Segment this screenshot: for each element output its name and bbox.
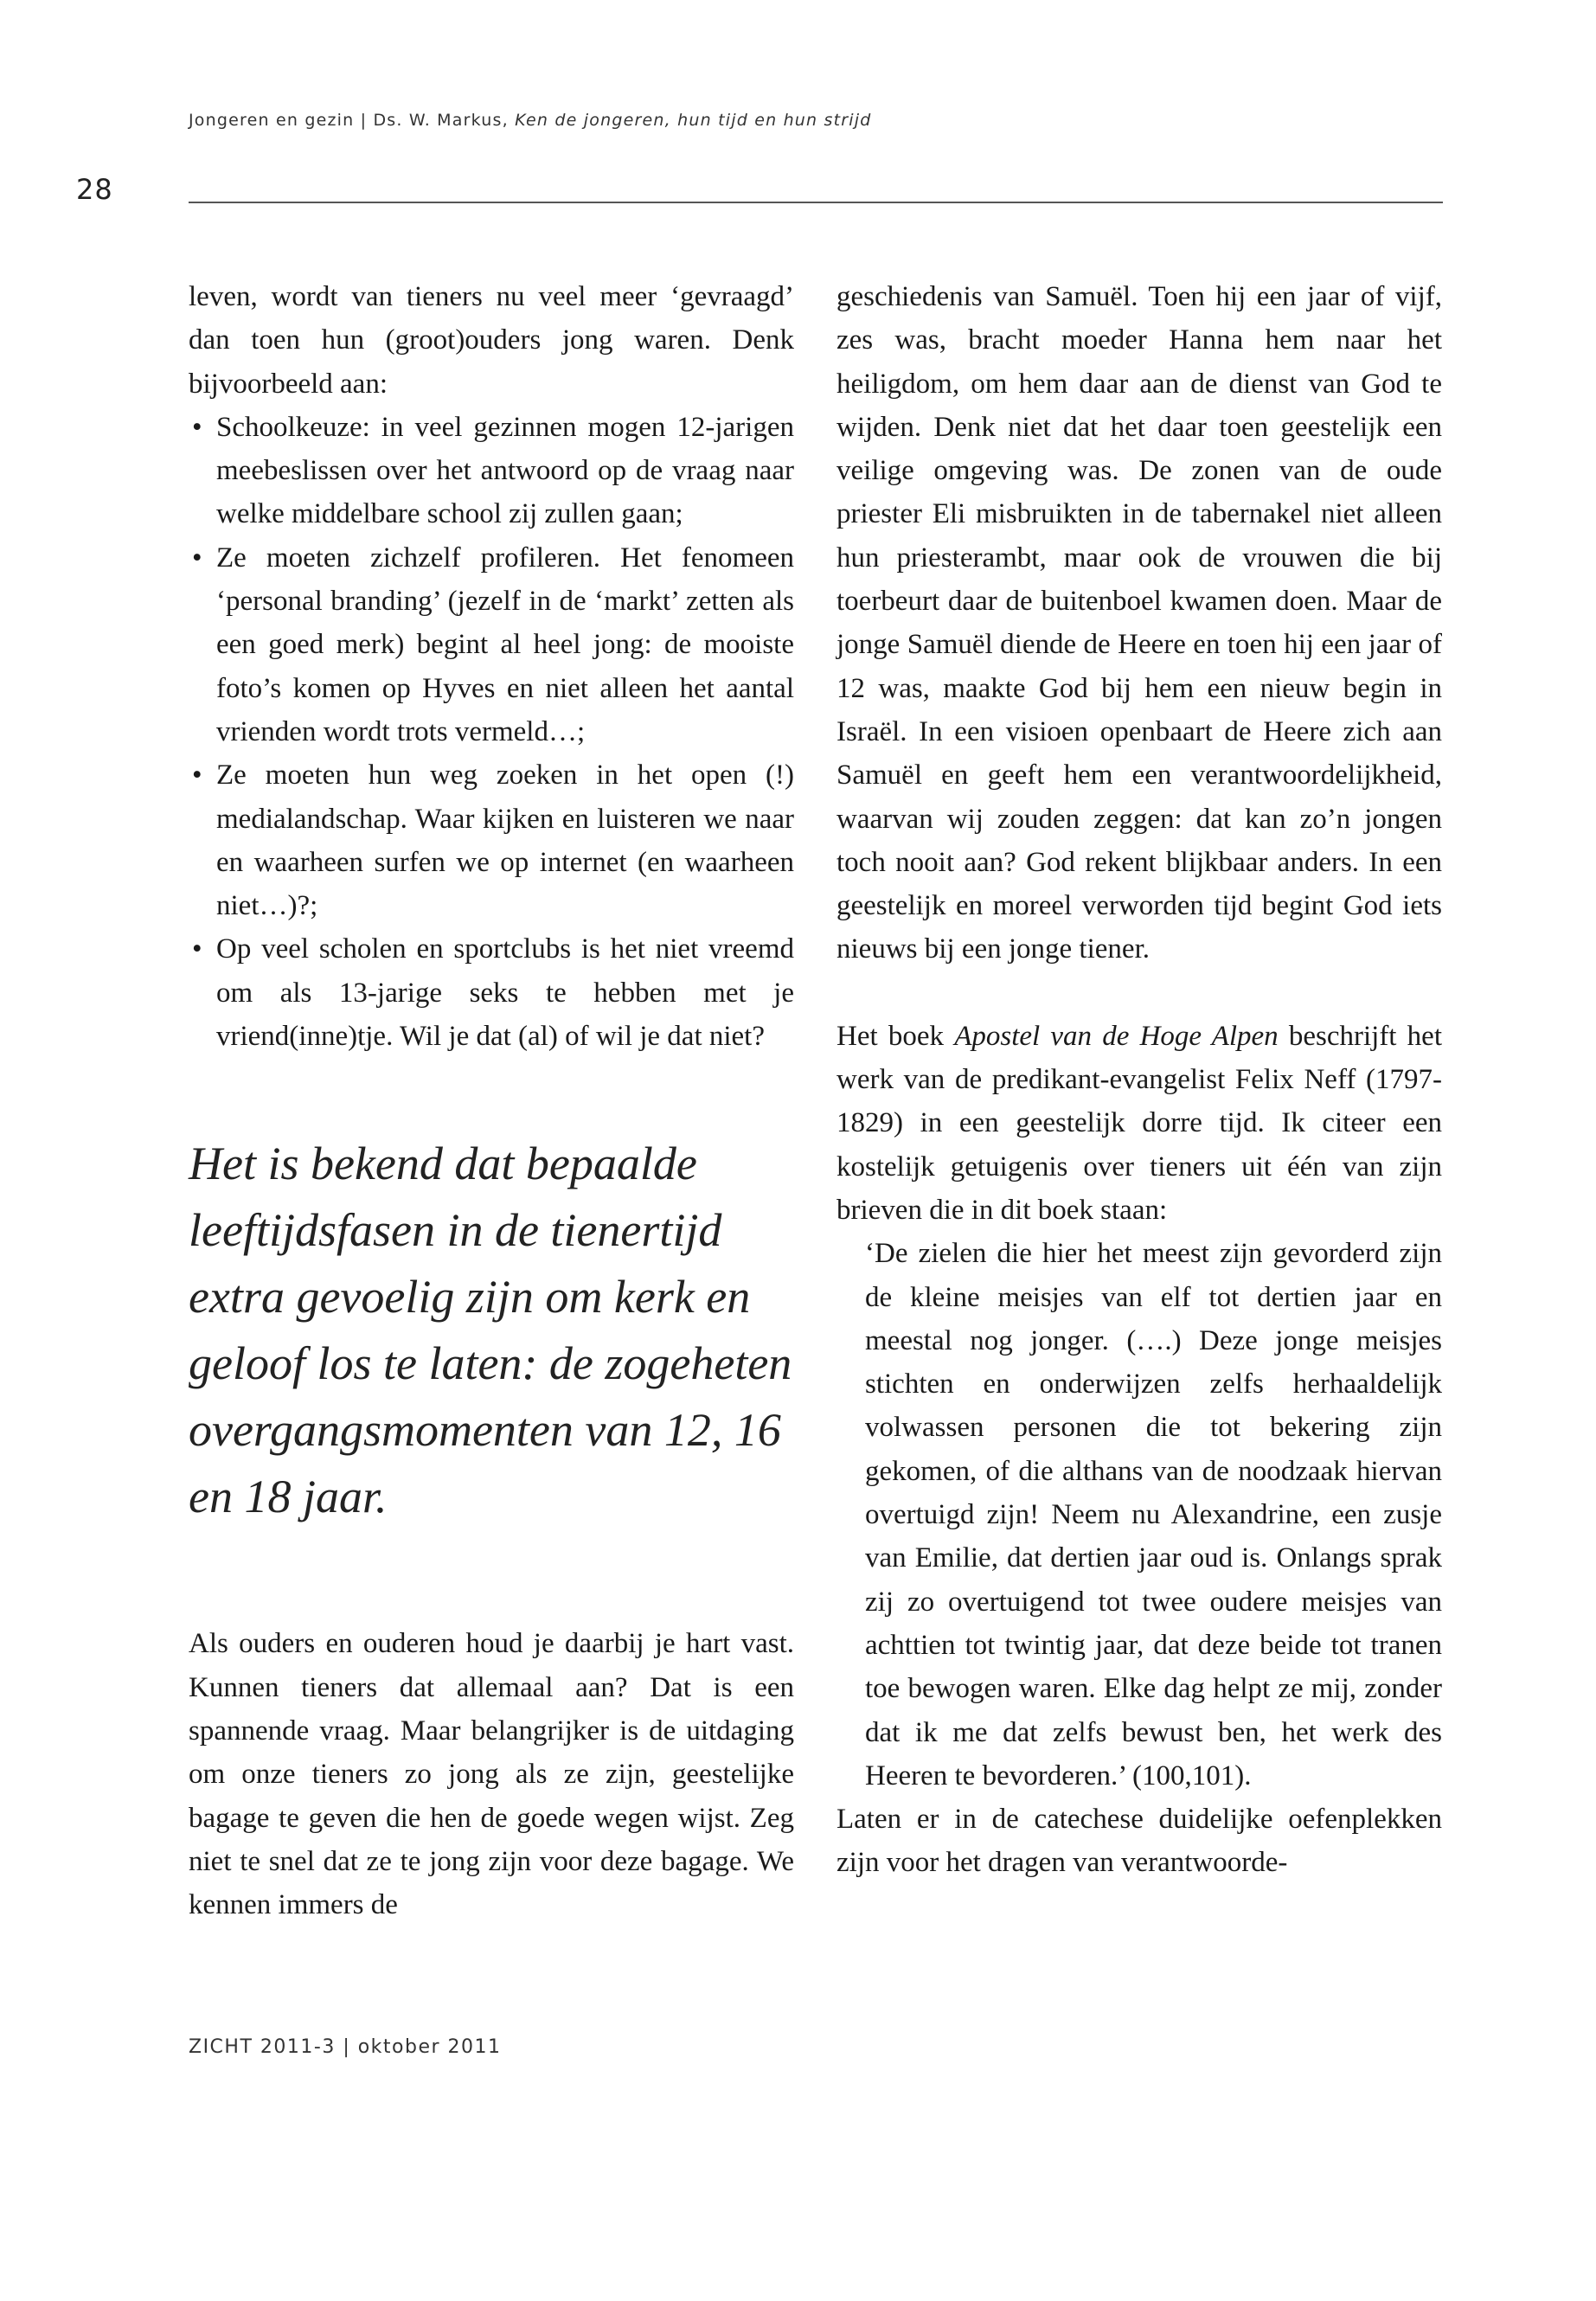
page-number: 28 xyxy=(76,173,113,206)
book-paragraph-prefix: Het boek xyxy=(836,1020,955,1052)
bullet-item xyxy=(189,753,794,927)
running-header xyxy=(189,111,872,130)
book-paragraph xyxy=(836,1015,1442,1232)
book-title: Apostel van de Hoge Alpen xyxy=(954,1020,1279,1052)
spacer xyxy=(189,1058,794,1131)
spacer xyxy=(189,1530,794,1622)
intro-paragraph: leven, wordt van tieners nu veel meer ‘gevraagd’ dan toen hun (groot)ouders jong waren. Denk bijvoorbeeld aan: xyxy=(189,281,794,400)
spacer xyxy=(836,971,1442,1015)
book-paragraph-rest: beschrijft het werk van de predikant-evangelist Felix Neff (1797-1829) in een geestelijk dorre tijd. Ik citeer een kostelijk getuigenis over tieners uit één van zijn brieven die in dit boek staan: xyxy=(836,1020,1442,1226)
page-footer: ZICHT 2011-3 | oktober 2011 xyxy=(189,2036,502,2058)
bullet-item xyxy=(189,536,794,753)
bullet-icon: • xyxy=(192,933,202,965)
bullet-icon: • xyxy=(192,542,202,574)
bullet-text: Op veel scholen en sportclubs is het niet vreemd om als 13-jarige seks te hebben met je vriend(inne)tje. Wil je dat (al) of wil je dat niet? xyxy=(216,933,794,1053)
bullet-icon: • xyxy=(192,411,202,443)
bullet-text: Ze moeten zichzelf profileren. Het fenomeen ‘personal branding’ (jezelf in de ‘markt’ zetten als een goed merk) begint al heel jong: de mooiste foto’s komen op Hyves en niet alleen het aantal vrienden wordt trots vermeld…; xyxy=(216,542,794,747)
pull-quote: Het is bekend dat bepaalde leeftijdsfasen in de tienertijd extra gevoelig zijn om kerk en geloof los te laten: de zogeheten overgangsmomenten van 12, 16 en 18 jaar. xyxy=(189,1138,792,1523)
running-header-section: Jongeren en gezin | Ds. W. Markus, xyxy=(189,111,516,130)
bullet-list xyxy=(189,406,794,1058)
quotation-block: ‘De zielen die hier het meest zijn gevorderd zijn de kleine meisjes van elf tot dertien jaar en meestal nog jonger. (….) Deze jonge meisjes stichten en onderwijzen zelfs herhaaldelijk volwassen personen die tot bekering zijn gekomen, of die althans van de noodzaak hiervan overtuigd zijn! Neem nu Alexandrine, een zusje van Emilie, dat dertien jaar oud is. Onlangs sprak zij zo overtuigend tot twee oudere meisjes van achttien tot twintig jaar, dat deze beide tot tranen toe bewogen waren. Elke dag helpt ze mij, zonder dat ik me dat zelfs bewust ben, het werk des Heeren te bevorderen.’ (100,101). xyxy=(865,1238,1442,1791)
bullet-icon: • xyxy=(192,760,202,792)
right-column xyxy=(836,275,1442,1885)
header-rule xyxy=(189,202,1443,203)
bullet-text: Ze moeten hun weg zoeken in het open (!) medialandschap. Waar kijken en luisteren we naar en waarheen surfen we op internet (en waarheen niet…)?; xyxy=(216,760,794,922)
catechese-paragraph: Laten er in de catechese duidelijke oefenplekken zijn voor het dragen van verantwoorde- xyxy=(836,1804,1442,1879)
bullet-item xyxy=(189,927,794,1058)
bullet-item xyxy=(189,406,794,536)
left-column xyxy=(189,275,794,1926)
bullet-text: Schoolkeuze: in veel gezinnen mogen 12-jarigen meebeslissen over het antwoord op de vraag naar welke middelbare school zij zullen gaan; xyxy=(216,411,794,530)
running-header-article-title: Ken de jongeren, hun tijd en hun strijd xyxy=(515,111,872,130)
closing-paragraph: Als ouders en ouderen houd je daarbij je hart vast. Kunnen tieners dat allemaal aan? Dat is een spannende vraag. Maar belangrijker is de uitdaging om onze tieners zo jong als ze zijn, geestelijke bagage te geven die hen de goede wegen wijst. Zeg niet te snel dat ze te jong zijn voor deze bagage. We kennen immers de xyxy=(189,1628,794,1921)
samuel-paragraph: geschiedenis van Samuël. Toen hij een jaar of vijf, zes was, bracht moeder Hanna hem naar het heiligdom, om hem daar aan de dienst van God te wijden. Denk niet dat het daar toen geestelijk een veilige omgeving was. De zonen van de oude priester Eli misbruikten in de tabernakel niet alleen hun priesterambt, maar ook de vrouwen die bij toerbeurt daar de buitenboel kwamen doen. Maar de jonge Samuël diende de Heere en toen hij een jaar of 12 was, maakte God bij hem een nieuw begin in Israël. In een visioen openbaart de Heere zich aan Samuël en geeft hem een verantwoordelijkheid, waarvan wij zouden zeggen: dat kan zo’n jongen toch nooit aan? God rekent blijkbaar anders. In een geestelijk en moreel verworden tijd begint God iets nieuws bij een jonge tiener. xyxy=(836,281,1442,965)
